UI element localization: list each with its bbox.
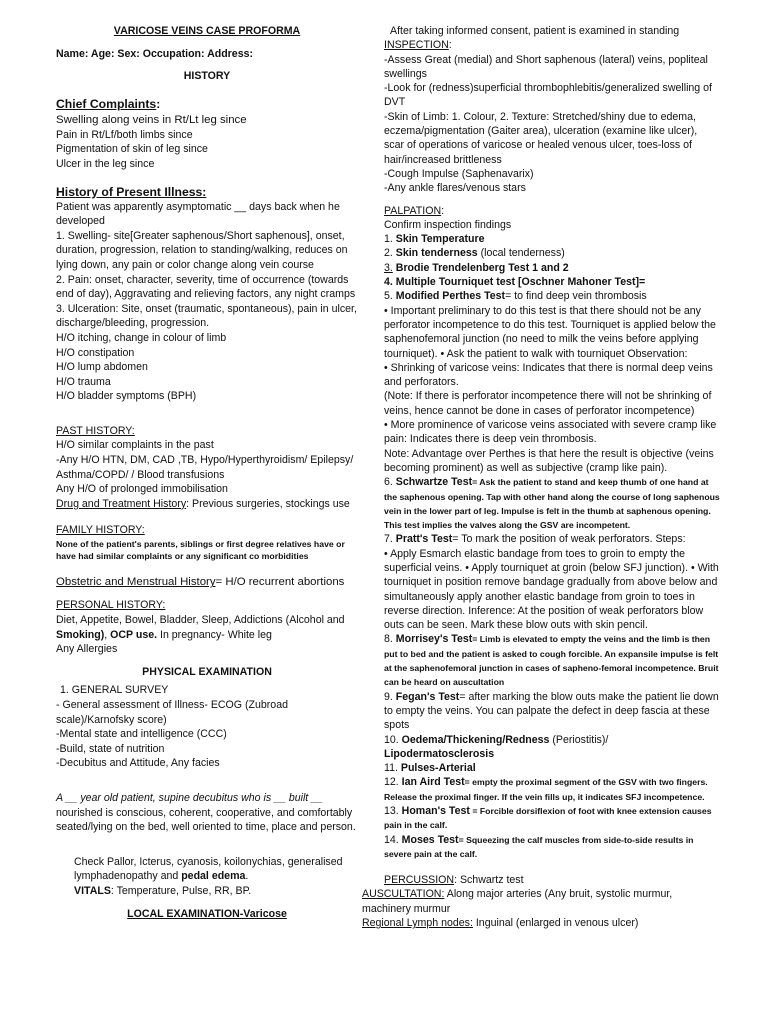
present-illness-heading: History of Present Illness: <box>56 184 207 199</box>
test-name: Skin Temperature <box>395 233 485 246</box>
left-column <box>56 24 358 921</box>
test-13 <box>384 804 720 833</box>
perthes-line: • More prominence of varicose veins associated with severe cramp like pain: Indicates there is deep vein thrombosis. <box>384 419 717 446</box>
test-4: 4. Multiple Tourniquet test [Oschner Mahoner Test]= <box>384 276 646 289</box>
chief-complaints-colon: : <box>156 96 161 111</box>
physical-exam-line: - General assessment of Illness- ECOG (Zubroad scale)/Karnofsky score) <box>56 699 288 726</box>
test-name: Pratt's Test <box>395 533 453 546</box>
test-name: Oedema/Thickening/Redness <box>401 733 550 746</box>
test-number: 10. <box>384 733 402 746</box>
test-10 <box>384 733 720 762</box>
inspection-line: -Any ankle flares/venous stars <box>384 182 526 195</box>
complaint-item: Ulcer in the leg since <box>56 157 155 170</box>
obstetric-text: = H/O recurrent abortions <box>215 576 345 589</box>
obstetric-history <box>56 574 358 590</box>
percussion-label: PERCUSSION <box>384 874 455 887</box>
family-history-heading: FAMILY HISTORY: <box>56 524 145 537</box>
test-text: = empty the proximal segment of the GSV with two fingers. Release the proximal finger. If the vein fills up, it indicates SFJ incompetence. <box>384 777 708 802</box>
test-text: (local tenderness) <box>477 247 565 260</box>
check-pallor-text: Check Pallor, Icterus, cyanosis, koilonychias, generalised lymphadenopathy and <box>74 855 343 883</box>
chief-complaints-heading <box>56 96 358 112</box>
lymph-nodes-label: Regional Lymph nodes: <box>362 917 473 930</box>
consent-text: After taking informed consent, patient is examined in standing <box>390 25 680 37</box>
past-history-line: H/O similar complaints in the past <box>56 439 214 452</box>
test-text: = after marking the blow outs make the patient lie down to empty the veins. You can palpate the defect in deep fascia at these spots <box>384 690 719 732</box>
test-text: = Ask the patient to stand and keep thumb of one hand at the saphenous opening. Tap with other hand along the course of long saphenous vein in the lower part of leg. Impulse is felt in the thumb at saphenous opening. This test implies the valves along the GSV are incompetent. <box>384 477 720 531</box>
present-illness-line: 1. Swelling- site[Greater saphenous/Short saphenous], onset, duration, progression, relation to standing/walking, reduces on lying down, any pain or color change along vein course <box>56 229 348 271</box>
test-6 <box>384 475 720 532</box>
test-name: Moses Test <box>401 833 459 846</box>
patient-details: Name: Age: Sex: Occupation: Address: <box>56 47 254 60</box>
white-leg-text: - White leg <box>221 628 272 641</box>
drug-history-text: : Previous surgeries, stockings use <box>186 497 350 510</box>
test-text: = To mark the position of weak perforators. Steps: <box>452 533 686 546</box>
test-number: 7. <box>384 533 396 546</box>
test-number: 6. <box>384 476 396 489</box>
perthes-line: Note: Advantage over Perthes is that here the result is objective (veins becoming prominent) as well as subjective (cramp like pain). <box>384 447 714 474</box>
patient-description-italic: A __ year old patient, supine decubitus who is __ built __ <box>56 791 323 804</box>
present-illness-line: H/O lump abdomen <box>56 361 148 374</box>
palpation-colon: : <box>441 204 445 217</box>
present-illness-line: H/O constipation <box>56 346 135 359</box>
test-11 <box>384 761 720 775</box>
test-name: Skin tenderness <box>395 247 478 260</box>
inspection-label: INSPECTION <box>384 39 449 52</box>
test-text: (Periostitis)/ <box>549 733 609 746</box>
test-number: 14. <box>384 833 402 846</box>
inspection-heading <box>384 38 720 52</box>
inspection-line: -Assess Great (medial) and Short saphenous (lateral) veins, popliteal swellings <box>384 53 708 80</box>
patient-description <box>56 791 358 835</box>
past-history-heading: PAST HISTORY: <box>56 424 135 437</box>
past-history-line: -Any H/O HTN, DM, CAD ,TB, Hypo/Hyperthyroidism/ Epilepsy/ Asthma/COPD/ / Blood transfusions <box>56 454 354 481</box>
test-1 <box>384 232 720 246</box>
test-name: Schwartze Test <box>395 476 473 489</box>
test-name: Lipodermatosclerosis <box>384 747 495 760</box>
test-8 <box>384 632 720 689</box>
pedal-edema-text: pedal edema <box>181 870 246 883</box>
present-illness-line: H/O trauma <box>56 375 111 388</box>
physical-exam-line: -Decubitus and Attitude, Any facies <box>56 757 220 770</box>
test-12 <box>384 775 720 804</box>
inspection-line: -Skin of Limb: 1. Colour, 2. Texture: Stretched/shiny due to edema, eczema/pigmentation (Gaiter area), ulceration (examine like ulcer), scar of operations of varicose or healed venous ulcer, toes-loss of hair/increased brittleness <box>384 110 698 166</box>
test-3 <box>384 261 720 275</box>
test-text: = Limb is elevated to empty the veins and the limb is then put to bed and the patient is asked to cough forcible. An expansile impulse is felt at the saphenofemoral junction in cases of sapheno-femoral incompetence. Bruit can be heard on auscultation <box>384 634 719 688</box>
auscultation-text: Along major arteries (Any bruit, systolic murmur, machinery murmur <box>362 888 673 915</box>
lymph-nodes-text: Inguinal (enlarged in venous ulcer) <box>472 917 639 930</box>
check-pallor-line <box>56 855 358 884</box>
test-number: 5. <box>384 290 396 303</box>
smoking-text: Smoking) <box>56 628 105 641</box>
physical-exam-heading: PHYSICAL EXAMINATION <box>142 665 272 678</box>
confirm-line: Confirm inspection findings <box>384 218 512 231</box>
test-5 <box>384 289 720 303</box>
test-number: 12. <box>384 776 402 789</box>
test-name: Ian Aird Test <box>401 776 465 789</box>
physical-exam-line: -Build, state of nutrition <box>56 742 165 755</box>
inspection-colon: : <box>448 39 452 52</box>
palpation-heading <box>384 204 720 218</box>
auscultation-line <box>362 887 722 916</box>
complaint-item: Pigmentation of skin of leg since <box>56 143 208 156</box>
test-9 <box>384 690 720 733</box>
patient-description-rest: nourished is conscious, coherent, cooperative, and comfortably seated/lying on the bed, well oriented to time, place and person. <box>56 806 356 834</box>
drug-history-line <box>56 497 358 512</box>
comma-text: , <box>104 628 111 641</box>
inspection-line: -Look for (redness)superficial thrombophlebitis/generalized swelling of DVT <box>384 82 712 109</box>
percussion-line <box>384 873 720 887</box>
test-name: Modified Perthes Test <box>395 290 506 303</box>
test-2 <box>384 246 720 260</box>
document-title: VARICOSE VEINS CASE PROFORMA <box>113 25 301 37</box>
general-survey-heading: 1. GENERAL SURVEY <box>60 684 169 697</box>
test-name: Morrisey's Test <box>395 633 473 646</box>
test-number: 1. <box>384 233 396 246</box>
drug-history-label: Drug and Treatment History <box>56 497 187 510</box>
physical-exam-line: -Mental state and intelligence (CCC) <box>56 728 227 741</box>
test-name: Brodie Trendelenberg Test 1 and 2 <box>392 261 569 274</box>
past-history-line: Any H/O of prolonged immobilisation <box>56 483 228 496</box>
test-7 <box>384 532 720 546</box>
allergies-line: Any Allergies <box>56 643 118 656</box>
test-name: Pulses-Arterial <box>400 762 476 775</box>
perthes-line: (Note: If there is perforator incompetence there will not be shrinking of veins, hence cannot be done in cases of perforator incompetence) <box>384 390 712 417</box>
lymph-nodes-line <box>362 916 722 931</box>
vitals-line <box>56 884 358 899</box>
test-number: 9. <box>384 690 396 703</box>
test-text: = Forcible dorsiflexion of foot with knee extension causes pain in the calf. <box>384 806 712 831</box>
history-heading: HISTORY <box>183 70 231 83</box>
test-number: 3. <box>384 261 393 274</box>
obstetric-label: Obstetric and Menstrual History <box>56 576 216 589</box>
complaint-item: Pain in Rt/Lf/both limbs since <box>56 128 193 141</box>
test-number: 13. <box>384 805 402 818</box>
test-number: 11. <box>384 762 401 775</box>
complaint-item: Swelling along veins in Rt/Lt leg since <box>56 113 247 126</box>
present-illness-line: H/O itching, change in colour of limb <box>56 331 227 344</box>
test-14 <box>384 833 720 862</box>
test-number: 2. <box>384 247 396 260</box>
test-text: = to find deep vein thrombosis <box>505 290 647 303</box>
palpation-label: PALPATION <box>384 204 442 217</box>
auscultation-label: AUSCULTATION: <box>362 888 445 900</box>
present-illness-line: H/O bladder symptoms (BPH) <box>56 390 197 403</box>
present-illness-line: 2. Pain: onset, character, severity, time of occurrence (towards end of day), Aggravating and relieving factors, any night cramps <box>56 273 356 301</box>
personal-history-line: Diet, Appetite, Bowel, Bladder, Sleep, Addictions (Alcohol and <box>56 614 345 627</box>
test-name: Fegan's Test <box>395 690 460 703</box>
vitals-label: VITALS <box>74 884 111 897</box>
test-name: Homan's Test <box>401 805 470 818</box>
inspection-line: -Cough Impulse (Saphenavarix) <box>384 167 534 180</box>
period-text: . <box>245 870 249 883</box>
test-number: 8. <box>384 633 396 646</box>
personal-history-heading: PERSONAL HISTORY: <box>56 599 166 612</box>
chief-complaints-label: Chief Complaints <box>56 96 157 111</box>
present-illness-line: 3. Ulceration: Site, onset (traumatic, spontaneous), pain in ulcer, discharge/bleeding, progression. <box>56 302 357 330</box>
vitals-text: : Temperature, Pulse, RR, BP. <box>110 884 252 897</box>
perthes-line: • Important preliminary to do this test is that there should not be any perforator incompetence to do this test. Tourniquet is applied below the saphenofemoral junction (no need to milk the veins before applying tourniquet). • Ask the patient to walk with tourniquet Observation: <box>384 304 716 360</box>
personal-history-line-2 <box>56 628 358 643</box>
perthes-line: • Shrinking of varicose veins: Indicates that there is normal deep veins and perforators. <box>384 361 713 389</box>
ocp-text: OCP use. <box>110 628 158 641</box>
pratt-steps: • Apply Esmarch elastic bandage from toes to groin to empty the superficial veins. • Apply tourniquet at groin (below SFJ junction). • With tourniquet in position remove bandage gradually from above below and simultaneously apply another elastic bandage from groin to toes in reverse direction. Inference: At the position of weak perforators blow outs can be seen. Mark these blow outs with skin pencil. <box>384 547 719 632</box>
percussion-text: : Schwartz test <box>454 874 524 887</box>
pregnancy-text: In pregnancy <box>157 628 222 641</box>
right-column <box>384 24 720 888</box>
family-history-text: None of the patient's parents, siblings or first degree relatives have or have had similar complaints or any significant co morbidities <box>56 539 345 562</box>
present-illness-line: Patient was apparently asymptomatic __ days back when he developed <box>56 200 340 228</box>
auscultation-block <box>362 887 722 931</box>
test-text: = Squeezing the calf muscles from side-to-side results in severe pain at the calf. <box>384 834 694 859</box>
local-exam-heading: LOCAL EXAMINATION-Varicose <box>127 907 287 920</box>
